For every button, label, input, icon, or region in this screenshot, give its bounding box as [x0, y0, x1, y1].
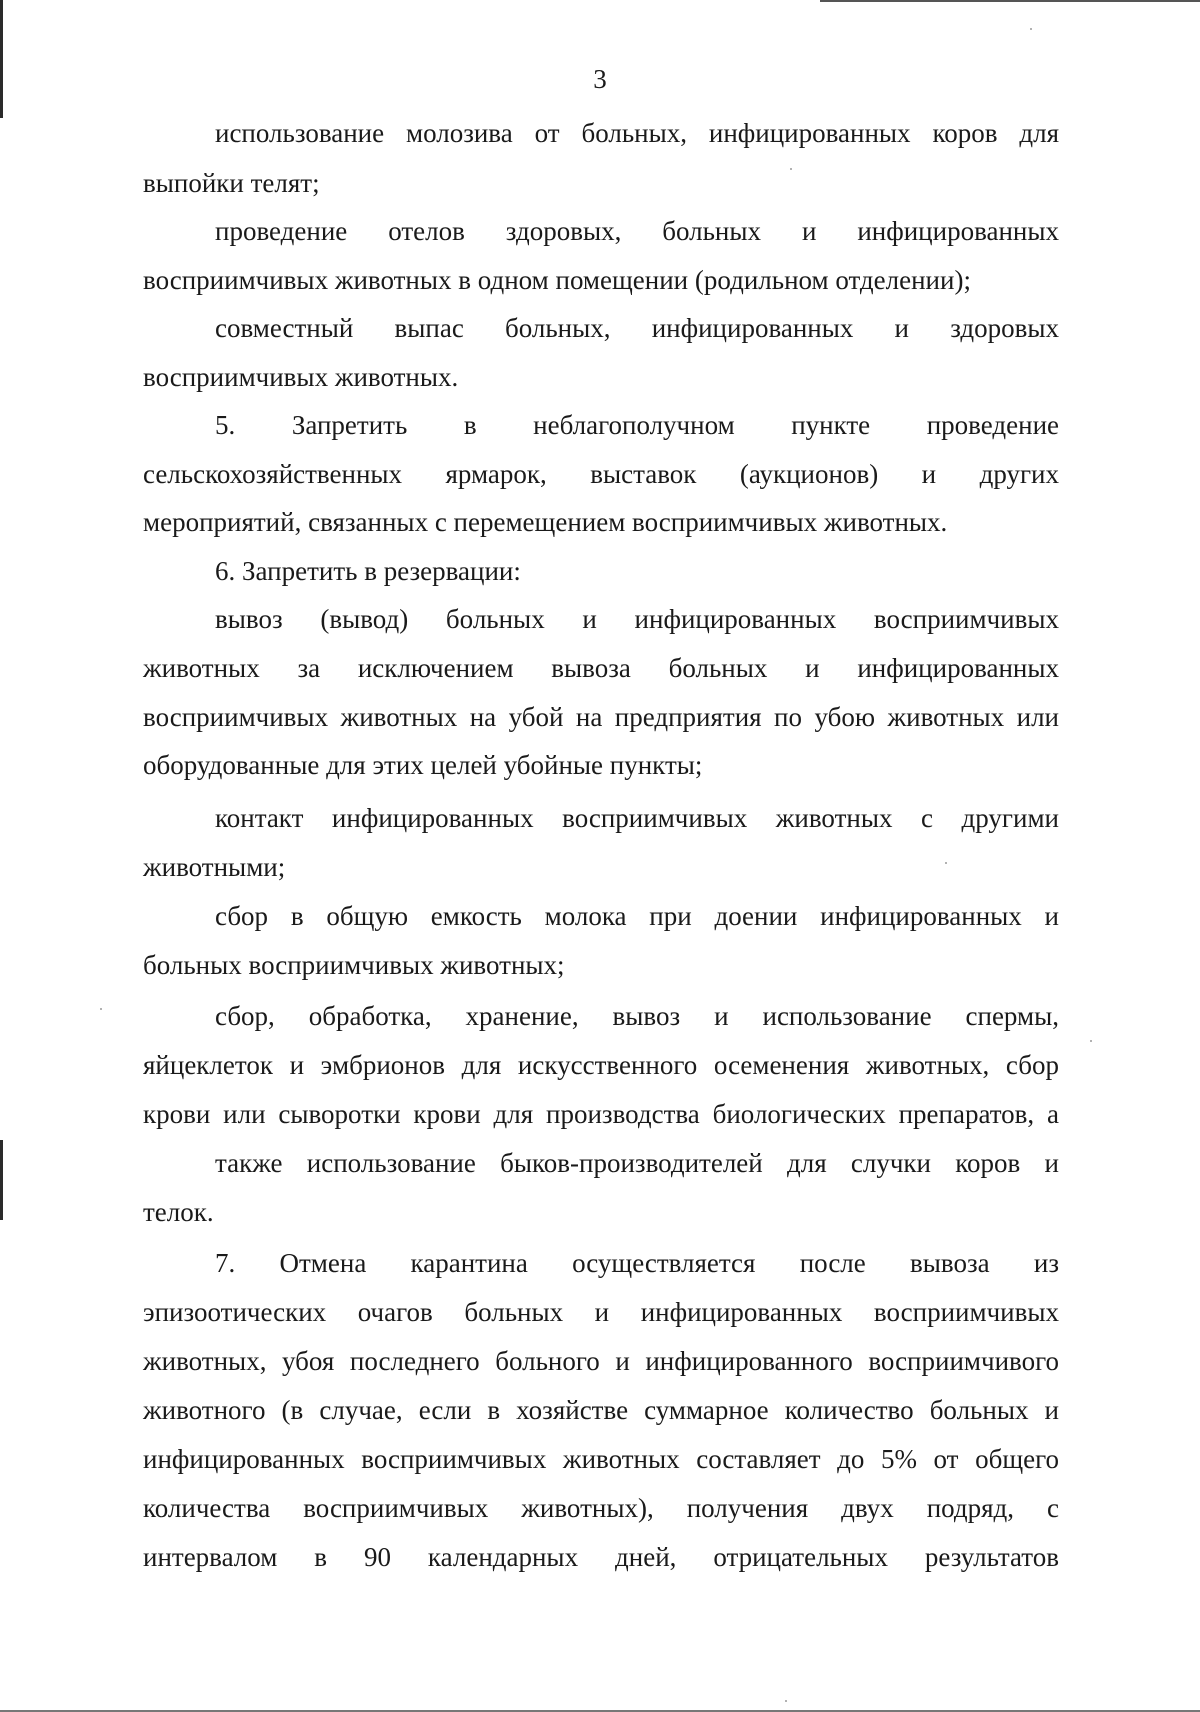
text-line: 7. Отмена карантина осуществляется после вывоза из	[215, 1248, 1059, 1278]
scan-edge-left	[0, 0, 3, 118]
text-line: яйцеклеток и эмбрионов для искусственного осеменения животных, сбор	[143, 1050, 1059, 1080]
text-line: контакт инфицированных восприимчивых животных с другими	[215, 803, 1059, 833]
text-line: больных восприимчивых животных;	[143, 950, 565, 980]
text-line: использование молозива от больных, инфицированных коров для	[215, 118, 1059, 148]
scan-speck	[1030, 28, 1032, 30]
scan-speck	[100, 1008, 102, 1010]
text-line: сбор в общую емкость молока при доении инфицированных и	[215, 901, 1059, 931]
text-line: интервалом в 90 календарных дней, отрицательных результатов	[143, 1542, 1059, 1572]
text-line: эпизоотических очагов больных и инфицированных восприимчивых	[143, 1297, 1059, 1327]
text-line: проведение отелов здоровых, больных и инфицированных	[215, 216, 1059, 246]
text-line: инфицированных восприимчивых животных составляет до 5% от общего	[143, 1444, 1059, 1474]
text-line: 5. Запретить в неблагополучном пункте проведение	[215, 410, 1059, 440]
page-number: 3	[593, 64, 607, 94]
text-line: оборудованные для этих целей убойные пункты;	[143, 750, 703, 780]
text-line: сбор, обработка, хранение, вывоз и использование спермы,	[215, 1001, 1059, 1031]
text-line: телок.	[143, 1197, 214, 1227]
text-line: восприимчивых животных на убой на предприятия по убою животных или	[143, 702, 1059, 732]
text-line: количества восприимчивых животных), получения двух подряд, с	[143, 1493, 1059, 1523]
text-line: восприимчивых животных.	[143, 362, 459, 392]
text-line: животных, убоя последнего больного и инфицированного восприимчивого	[143, 1346, 1059, 1376]
text-line: 6. Запретить в резервации:	[215, 556, 521, 586]
text-line: выпойки телят;	[143, 168, 320, 198]
text-line: мероприятий, связанных с перемещением восприимчивых животных.	[143, 507, 948, 537]
text-line: вывоз (вывод) больных и инфицированных восприимчивых	[215, 604, 1059, 634]
scan-speck	[1090, 1040, 1092, 1042]
text-line: животными;	[143, 852, 286, 882]
text-line: животных за исключением вывоза больных и инфицированных	[143, 653, 1059, 683]
text-line: животного (в случае, если в хозяйстве суммарное количество больных и	[143, 1395, 1059, 1425]
scan-speck	[785, 1700, 787, 1702]
text-line: совместный выпас больных, инфицированных и здоровых	[215, 313, 1059, 343]
text-line: сельскохозяйственных ярмарок, выставок (аукционов) и других	[143, 459, 1059, 489]
text-line: восприимчивых животных в одном помещении (родильном отделении);	[143, 265, 971, 295]
text-line: также использование быков-производителей для случки коров и	[215, 1148, 1059, 1178]
scan-line-top	[820, 0, 1200, 2]
text-line: крови или сыворотки крови для производства биологических препаратов, а	[143, 1099, 1059, 1129]
scan-edge-left	[0, 1140, 3, 1220]
